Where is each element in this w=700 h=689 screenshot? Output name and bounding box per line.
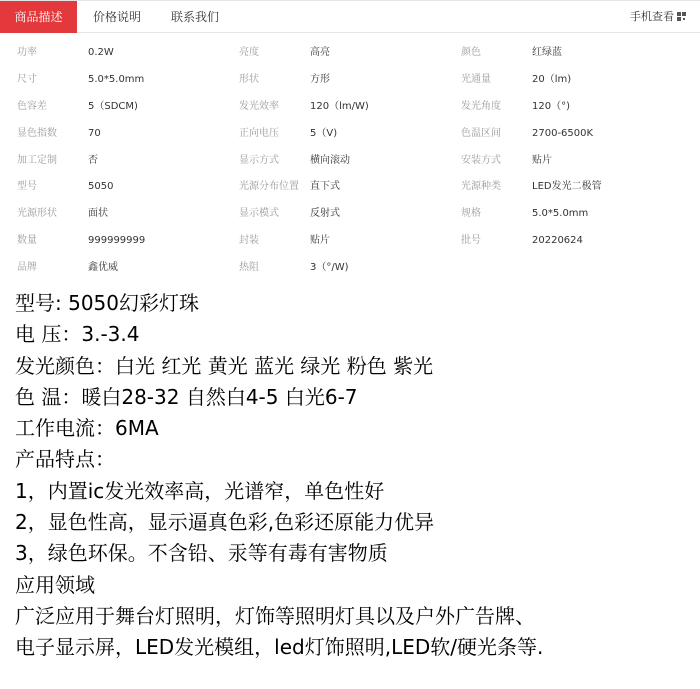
param-label: 批号: [461, 235, 481, 247]
param-value: 5050: [88, 181, 114, 193]
param-label: 显示模式: [239, 208, 279, 220]
tab-price-info[interactable]: 价格说明: [92, 10, 141, 24]
param-label: 发光效率: [239, 100, 279, 112]
description-line: 电 压：3.-3.4: [15, 322, 140, 347]
param-value: LED发光二极管: [532, 181, 602, 193]
param-value: 横向滚动: [310, 154, 350, 166]
description-line: 2，显色性高，显示逼真色彩,色彩还原能力优异: [15, 510, 435, 535]
param-value: 贴片: [532, 154, 552, 166]
param-value: 70: [88, 127, 101, 139]
param-value: 5.0*5.0mm: [88, 73, 145, 85]
param-row: [0, 255, 700, 282]
param-value: 120（lm/W): [310, 100, 369, 112]
param-value: 20（lm): [532, 73, 572, 85]
tab-bar: [0, 0, 700, 33]
param-label: 形状: [239, 73, 259, 85]
param-value: 20220624: [532, 235, 583, 247]
param-label: 功率: [17, 47, 37, 58]
param-value: 3（°/W): [310, 262, 349, 274]
mobile-view-link[interactable]: [630, 1, 686, 33]
param-value: 直下式: [310, 181, 340, 193]
param-label: 品牌: [17, 262, 37, 274]
tab-product-description[interactable]: 商品描述: [0, 1, 77, 33]
param-value: 2700-6500K: [532, 127, 594, 139]
description-line: 产品特点：: [15, 447, 115, 472]
product-params-table: [0, 40, 700, 282]
param-label: 正向电压: [239, 127, 279, 139]
description-line: 1，内置ic发光效率高，光谱窄，单色性好: [15, 478, 385, 503]
param-value: 面状: [88, 208, 108, 220]
param-label: 光源种类: [461, 181, 501, 193]
param-label: 显示方式: [239, 154, 279, 166]
param-value: 鑫优威: [88, 262, 118, 274]
description-line: 型号: 5050幻彩灯珠: [15, 291, 199, 315]
param-label: 光源形状: [17, 208, 57, 220]
description-line: 3，绿色环保。不含铅、汞等有毒有害物质: [15, 541, 388, 566]
param-label: 发光角度: [461, 100, 501, 112]
param-label: 数量: [17, 235, 37, 247]
param-value: 0.2W: [88, 47, 114, 58]
param-label: 规格: [461, 208, 481, 220]
description-line: 电子显示屏，LED发光模组，led灯饰照明,LED软/硬光条等.: [15, 635, 544, 660]
param-value: 高亮: [310, 47, 330, 58]
param-row: [0, 201, 700, 228]
mobile-view-label: 手机查看: [630, 10, 674, 23]
param-row: [0, 94, 700, 121]
param-label: 颜色: [461, 47, 481, 58]
param-row: [0, 67, 700, 94]
product-description: [15, 288, 695, 664]
param-label: 亮度: [239, 47, 259, 58]
param-value: 红绿蓝: [532, 47, 562, 58]
param-value: 120（°): [532, 100, 570, 112]
description-line: 工作电流：6MA: [15, 416, 159, 441]
param-label: 安装方式: [461, 154, 501, 166]
param-value: 贴片: [310, 235, 330, 247]
param-value: 反射式: [310, 208, 340, 220]
param-value: 5.0*5.0mm: [532, 208, 589, 220]
param-label: 尺寸: [17, 73, 37, 85]
param-value: 否: [88, 154, 98, 166]
description-line: 色 温：暖白28-32 自然白4-5 白光6-7: [15, 384, 358, 409]
param-label: 色容差: [17, 100, 47, 112]
param-label: 光通量: [461, 73, 491, 85]
param-label: 封装: [239, 235, 259, 247]
param-value: 方形: [310, 73, 330, 85]
description-line: 应用领域: [15, 572, 95, 597]
param-value: 5（V): [310, 127, 338, 139]
param-label: 光源分布位置: [239, 181, 299, 193]
param-row: [0, 40, 700, 67]
param-row: [0, 148, 700, 175]
tab-contact-us[interactable]: 联系我们: [170, 10, 219, 24]
param-label: 色温区间: [461, 127, 501, 139]
description-line: 发光颜色：白光 红光 黄光 蓝光 绿光 粉色 紫光: [15, 353, 434, 378]
param-row: [0, 121, 700, 148]
param-value: 5（SDCM): [88, 100, 138, 112]
param-row: [0, 228, 700, 255]
param-row: [0, 174, 700, 201]
description-line: 广泛应用于舞台灯照明，灯饰等照明灯具以及户外广告牌、: [15, 603, 535, 628]
param-label: 显色指数: [17, 127, 57, 139]
param-value: 999999999: [88, 235, 146, 247]
param-label: 加工定制: [17, 154, 57, 166]
param-label: 热阻: [239, 262, 259, 274]
param-label: 型号: [17, 181, 37, 193]
qr-code-icon: [677, 12, 686, 21]
